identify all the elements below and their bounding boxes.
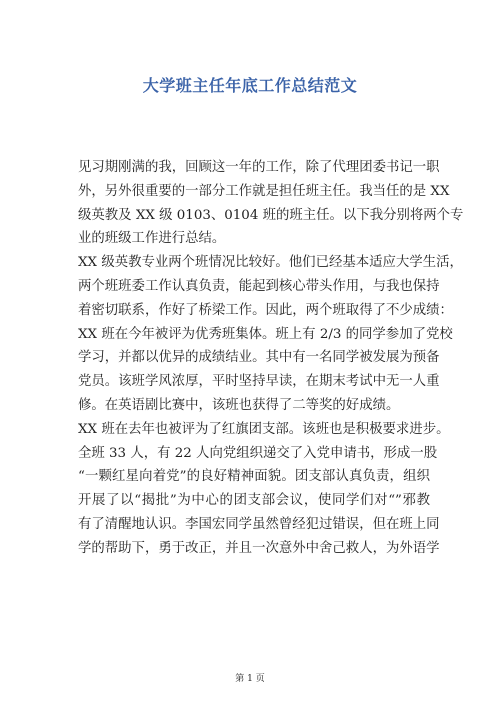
body-line: 见习期刚满的我，回顾这一年的工作，除了代理团委书记一职 (78, 160, 440, 175)
body-line: 党员。该班学风浓厚，平时坚持早读，在期末考试中无一人重 (78, 374, 440, 390)
body-line: 开展了以“揭批”为中心的团支部会议，使同学们对“”邪教 (78, 493, 430, 509)
page-number: 第 1 页 (235, 674, 265, 684)
body-line: XX 级英教专业两个班情况比较好。他们已经基本适应大学生活， (78, 255, 463, 271)
body-line: 业的班级工作进行总结。 (78, 231, 226, 247)
body-line: 着密切联系，作好了桥梁工作。因此，两个班取得了不少成绩： (78, 302, 453, 318)
body-line: “一颗红星向着党”的良好精神面貌。团支部认真负责，组织 (78, 469, 430, 485)
body-line: 外，另外很重要的一部分工作就是担任班主任。我当任的是 XX (78, 183, 450, 199)
body-line: XX 班在今年被评为优秀班集体。班上有 2/3 的同学参加了党校 (78, 326, 453, 342)
document-title: 大学班主任年底工作总结范文 (142, 76, 358, 95)
body-line: 全班 33 人，有 22 人向党组织递交了入党申请书，形成一股 (78, 445, 438, 461)
body-line: 修。在英语剧比赛中，该班也获得了二等奖的好成绩。 (78, 397, 400, 413)
body-line: 级英教及 XX 级 0103、0104 班的班主任。以下我分别将两个专 (78, 207, 464, 223)
document-body (78, 156, 464, 561)
body-line: 两个班班委工作认真负责，能起到核心带头作用，与我也保持 (78, 278, 440, 294)
body-line: 学习，并都以优异的成绩结业。其中有一名同学被发展为预备 (78, 350, 440, 366)
body-line: 学的帮助下，勇于改正，并且一次意外中舍己救人，为外语学 (78, 540, 440, 556)
body-line: XX 班在去年也被评为了红旗团支部。该班也是积极要求进步。 (78, 421, 450, 437)
body-line: 有了清醒地认识。李国宏同学虽然曾经犯过错误，但在班上同 (78, 516, 440, 532)
